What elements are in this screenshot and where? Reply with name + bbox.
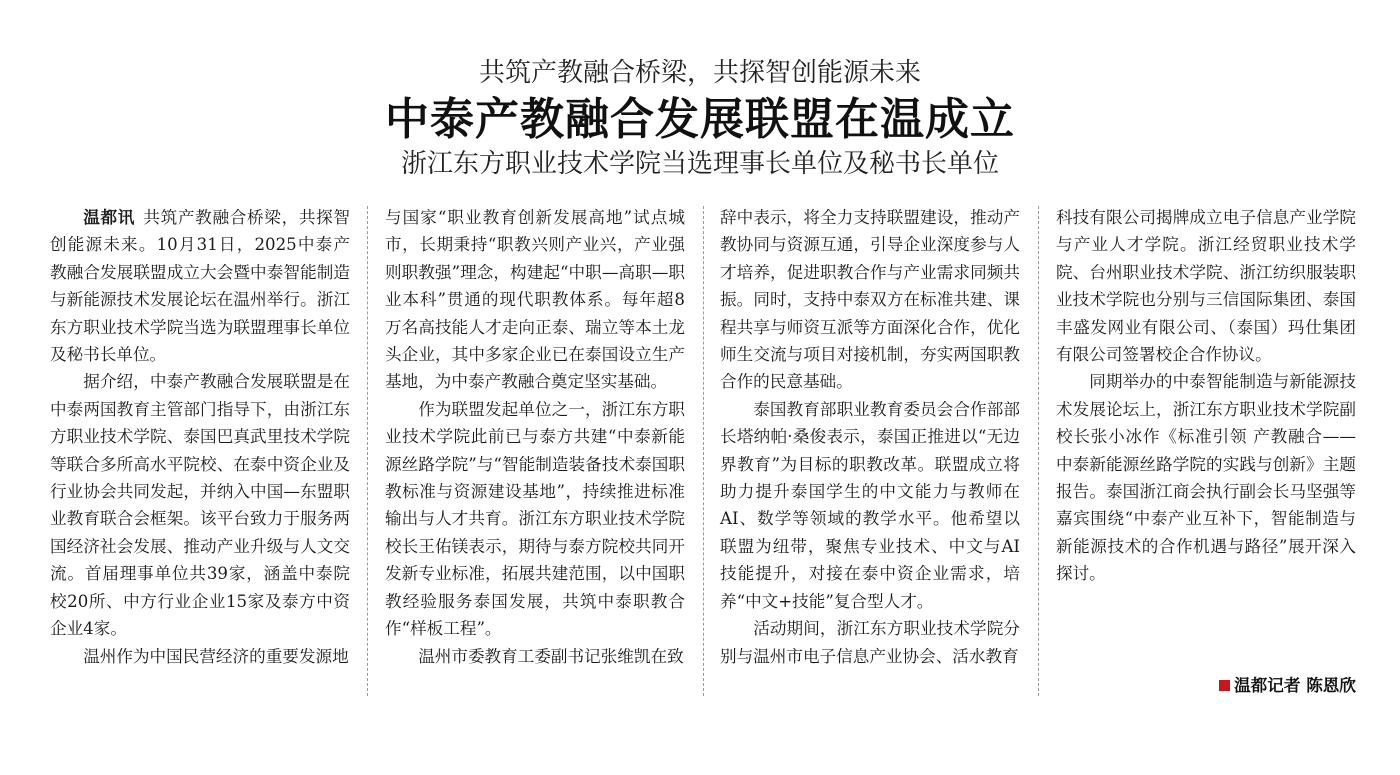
article-paragraph: 与国家“职业教育创新发展高地”试点城市，长期秉持“职教兴则产业兴，产业强则职教强”理念，构建起“中职—高职—职业本科”贯通的现代职教体系。每年超8万名高技能人才走向正泰、瑞立等本土龙头企业，其中多家企业已在泰国设立生产基地，为中泰产教融合奠定坚实基础。 [385,208,685,392]
column-divider [1038,206,1039,696]
article-paragraph: 作为联盟发起单位之一，浙江东方职业技术学院此前已与泰方共建“中泰新能源丝路学院”与“智能制造装备技术泰国职教标准与资源建设基地”，持续推进标准输出与人才共育。浙江东方职业技术学院校长王佑镁表示，期待与泰方院校共同开发新专业标准，拓展共建范围，以中国职教经验服务泰国发展，共筑中泰职教合作“样板工程”。 [385,399,685,639]
article-paragraph: 辞中表示，将全力支持联盟建设，推动产教协同与资源互通，引导企业深度参与人才培养，促进职教合作与产业需求同频共振。同时，支持中泰双方在标准共建、课程共享与师资互派等方面深化合作，优化师生交流与项目对接机制，夯实两国职教合作的民意基础。 [720,208,1020,392]
column-divider [367,206,368,696]
article-kicker: 共筑产教融合桥梁，共探智创能源未来 [478,58,921,88]
column-divider [703,206,704,696]
article-headline: 中泰产教融合发展联盟在温成立 [385,94,1015,145]
article-paragraph: 温州市委教育工委副书记张维凯在致 [418,646,684,666]
article-paragraph: 科技有限公司揭牌成立电子信息产业学院与产业人才学院。浙江经贸职业技术学院、台州职业技术学院、浙江纺织服装职业技术学院也分别与三信国际集团、泰国丰盛发网业有限公司、（泰国）玛仕集团有限公司签署校企合作协议。 [1056,208,1356,365]
text-column-2 [385,204,685,670]
article-paragraph: 据介绍，中泰产教融合发展联盟是在中泰两国教育主管部门指导下，由浙江东方职业技术学院、泰国巴真武里技术学院等联合多所高水平院校、在泰中资企业及行业协会共同发起，并纳入中国—东盟职业教育联合会框架。该平台致力于服务两国经济社会发展、推动产业升级与人文交流。首届理事单位共39家，涵盖中泰院校20所、中方行业企业15家及泰方中资企业4家。 [50,372,350,639]
article-paragraph: 同期举办的中泰智能制造与新能源技术发展论坛上，浙江东方职业技术学院副校长张小冰作《标准引领 产教融合——中泰新能源丝路学院的实践与创新》主题报告。泰国浙江商会执行副会长马坚强等嘉宾围绕“中泰产业互补下，智能制造与新能源技术的合作机遇与路径”展开深入探讨。 [1056,372,1356,584]
byline-text: 温都记者 陈恩欣 [1234,676,1356,695]
article-paragraph: 温州作为中国民营经济的重要发源地 [83,646,349,666]
author-byline [1056,672,1356,699]
article-paragraph: 泰国教育部职业教育委员会合作部部长塔纳帕·桑俊表示，泰国正推进以“无边界教育”为目标的职教改革。联盟成立将助力提升泰国学生的中文能力与教师在AI、数学等领域的教学水平。他希望以联盟为纽带，聚焦专业技术、中文与AI技能提升，对接在泰中资企业需求，培养“中文+技能”复合型人才。 [720,399,1020,611]
red-square-icon [1219,680,1230,691]
text-column-1 [50,204,350,670]
dateline: 温都讯 [83,207,136,227]
text-column-4 [1056,204,1356,588]
text-column-3 [720,204,1020,670]
article-subheadline: 浙江东方职业技术学院当选理事长单位及秘书长单位 [400,149,999,179]
article-paragraph: 活动期间，浙江东方职业技术学院分别与温州市电子信息产业协会、活水教育 [720,619,1020,666]
article-paragraph: 温都讯 共筑产教融合桥梁，共探智创能源未来。10月31日，2025中泰产教融合发展联盟成立大会暨中泰智能制造与新能源技术发展论坛在温州举行。浙江东方职业技术学院当选为联盟理事长单位及秘书长单位。 [50,207,351,365]
